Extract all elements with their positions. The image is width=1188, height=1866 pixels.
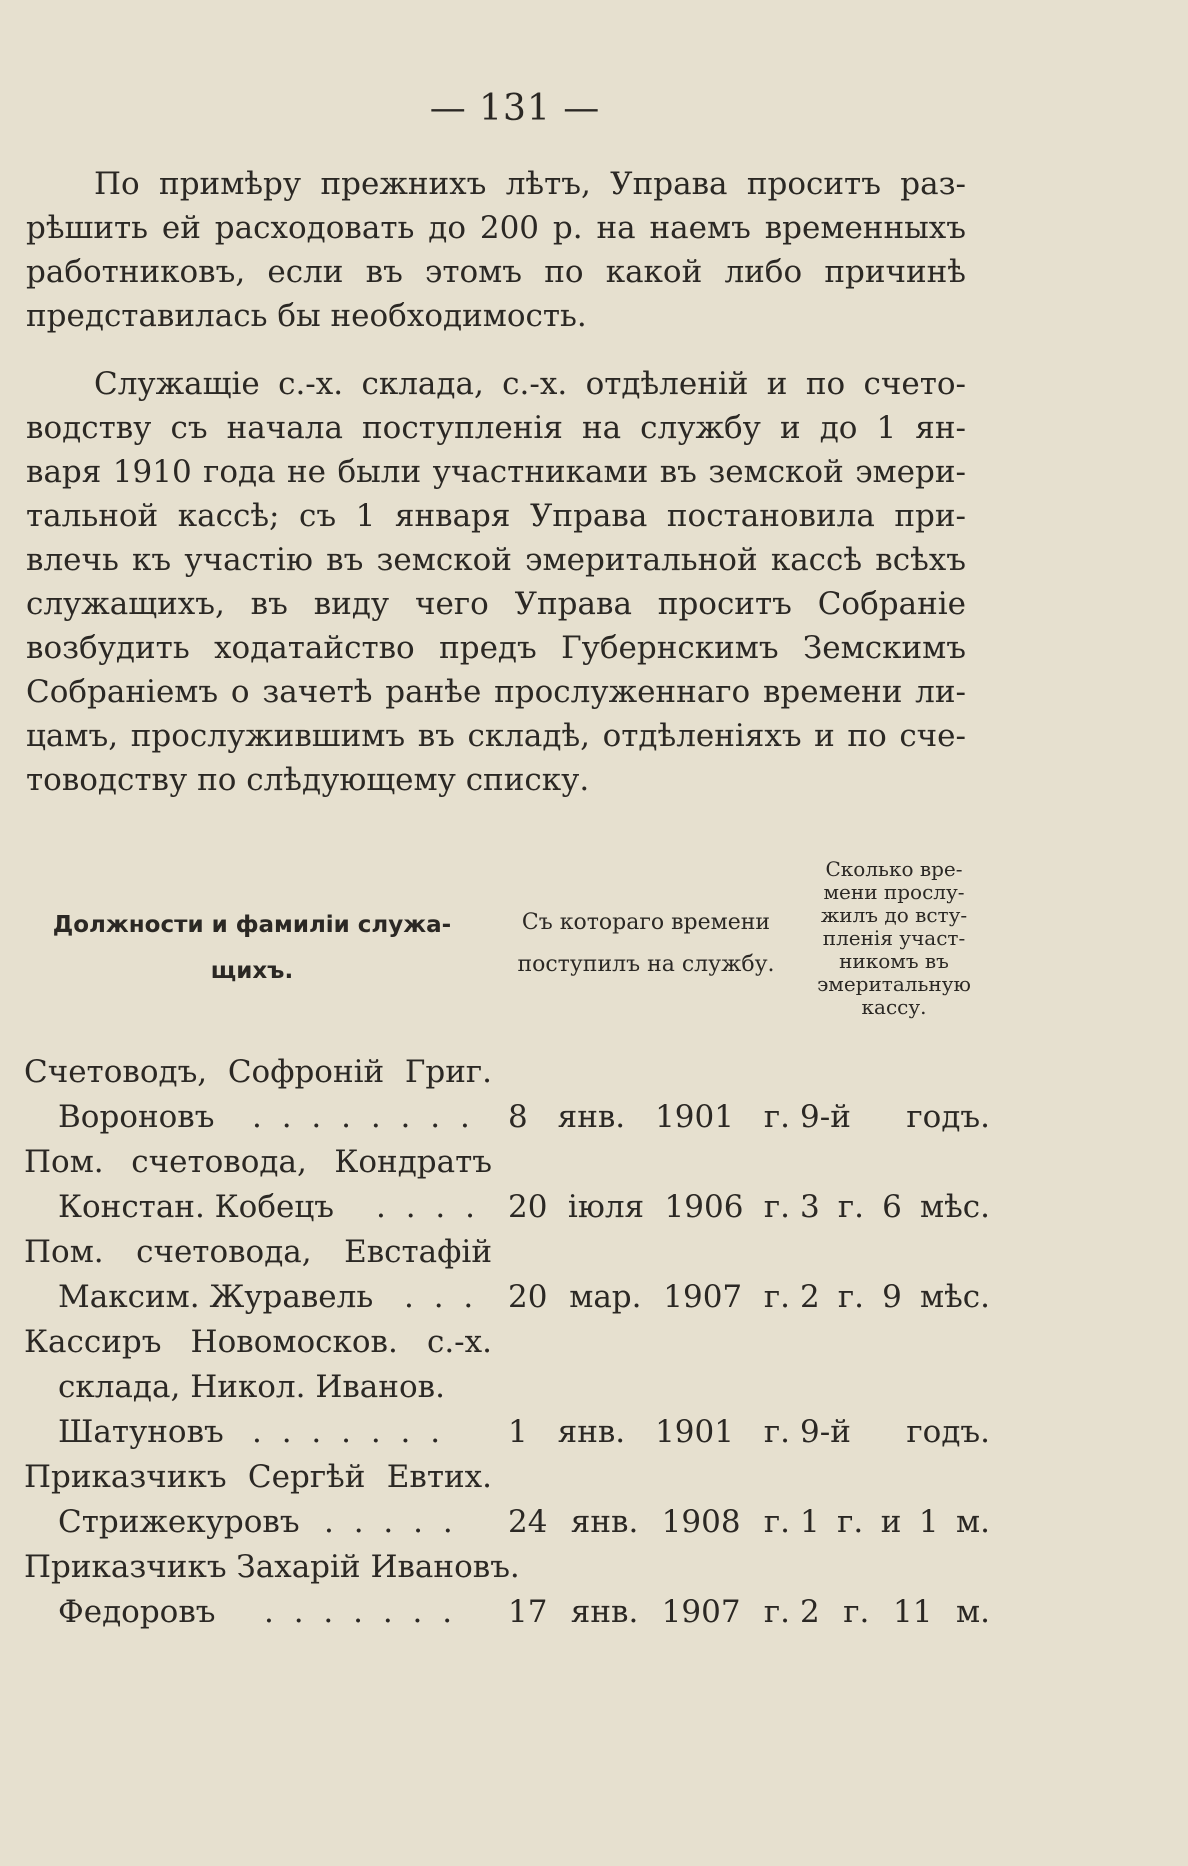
- paragraph-line: Собраніемъ о зачетѣ ранѣе прослуженнаго времени ли-: [26, 674, 966, 710]
- staff-name: Максим. Журавель: [58, 1279, 374, 1315]
- header-served-line: пленія участ-: [822, 926, 966, 950]
- start-date: 1 янв. 1901 г.: [508, 1414, 790, 1450]
- table-row: [24, 1545, 974, 1590]
- paragraph-line: тальной кассѣ; съ 1 января Управа постановила при-: [26, 498, 966, 534]
- paragraph-line: возбудить ходатайство предъ Губернскимъ Земскимъ: [26, 630, 966, 666]
- staff-name: Пом. счетовода, Евстафій: [24, 1234, 492, 1270]
- paragraph-1: [26, 162, 966, 338]
- service-duration: 9-й годъ.: [800, 1414, 990, 1450]
- page-number: — 131 —: [429, 88, 601, 129]
- header-positions-line: Должности и фамиліи служа-: [52, 912, 452, 938]
- table-row: [24, 1320, 974, 1365]
- start-date: 20 мар. 1907 г.: [508, 1279, 790, 1315]
- leader-dots: . . . . . . . .: [252, 1099, 475, 1135]
- start-date: 20 іюля 1906 г.: [508, 1189, 790, 1225]
- header-since: [490, 902, 802, 986]
- service-duration: 1 г. и 1 м.: [800, 1504, 990, 1540]
- table-row: [24, 1185, 990, 1230]
- start-date: 24 янв. 1908 г.: [508, 1504, 790, 1540]
- paragraph-line: Служащіе с.-х. склада, с.-х. отдѣленій и по счето-: [94, 366, 966, 402]
- paragraph-line: рѣшить ей расходовать до 200 р. на наемъ временныхъ: [26, 210, 966, 246]
- staff-name: Счетоводъ, Софроній Григ.: [24, 1054, 492, 1090]
- paragraph-line: водству съ начала поступленія на службу и до 1 ян-: [26, 410, 966, 446]
- service-duration: 9-й годъ.: [800, 1099, 990, 1135]
- start-date: 8 янв. 1901 г.: [508, 1099, 790, 1135]
- leader-dots: . . . . . . .: [264, 1594, 458, 1630]
- staff-name: Стрижекуровъ: [58, 1504, 300, 1540]
- service-duration: 2 г. 9 мѣс.: [800, 1279, 990, 1315]
- header-served-line: мени прослу-: [823, 880, 965, 904]
- staff-name: Приказчикъ Сергѣй Евтих.: [24, 1459, 492, 1495]
- table-row: [24, 1095, 990, 1140]
- header-served-line: Сколько вре-: [825, 857, 963, 881]
- staff-name: Кассиръ Новомосков. с.-х.: [24, 1324, 492, 1360]
- table-header: [22, 858, 972, 1018]
- leader-dots: . . . .: [376, 1189, 480, 1225]
- paragraph-line: работниковъ, если въ этомъ по какой либо причинѣ: [26, 254, 966, 290]
- header-served-line: эмеритальную: [817, 972, 971, 996]
- paragraph-line: представилась бы необходимость.: [26, 298, 587, 334]
- table-row: [24, 1500, 990, 1545]
- staff-name: склада, Никол. Иванов.: [58, 1369, 445, 1405]
- paragraph-line: варя 1910 года не были участниками въ земской эмери-: [26, 454, 966, 490]
- paragraph-line: служащихъ, въ виду чего Управа проситъ Собраніе: [26, 586, 966, 622]
- header-served-line: кассу.: [861, 995, 927, 1019]
- leader-dots: . . .: [404, 1279, 479, 1315]
- header-served-line: никомъ въ: [839, 949, 949, 973]
- staff-name: Шатуновъ: [58, 1414, 224, 1450]
- staff-name: Вороновъ: [58, 1099, 215, 1135]
- paragraph-2: [26, 362, 966, 802]
- table-row: [24, 1455, 974, 1500]
- header-served-line: жилъ до всту-: [820, 903, 968, 927]
- table-row: [24, 1410, 990, 1455]
- header-positions-line: щихъ.: [210, 958, 294, 984]
- paragraph-line: товодству по слѣдующему списку.: [26, 762, 590, 798]
- staff-name: Приказчикъ Захарій Ивановъ.: [24, 1549, 520, 1585]
- service-duration: 2 г. 11 м.: [800, 1594, 990, 1630]
- staff-name: Федоровъ: [58, 1594, 216, 1630]
- table-row: [24, 1275, 990, 1320]
- paragraph-line: влечь къ участію въ земской эмеритальной кассѣ всѣхъ: [26, 542, 966, 578]
- header-since-line: Съ котораго времени: [521, 910, 771, 935]
- leader-dots: . . . . . . .: [252, 1414, 446, 1450]
- staff-name: Пом. счетовода, Кондратъ: [24, 1144, 492, 1180]
- start-date: 17 янв. 1907 г.: [508, 1594, 790, 1630]
- header-since-line: поступилъ на службу.: [517, 952, 775, 977]
- staff-name: Констан. Кобецъ: [58, 1189, 335, 1225]
- header-served: [794, 858, 994, 1019]
- table-row: [24, 1140, 974, 1185]
- table-row: [24, 1365, 974, 1410]
- table-row: [24, 1050, 974, 1095]
- table-row: [24, 1230, 974, 1275]
- service-duration: 3 г. 6 мѣс.: [800, 1189, 990, 1225]
- staff-table: [24, 1050, 990, 1635]
- leader-dots: . . . . .: [324, 1504, 458, 1540]
- header-positions: [22, 902, 482, 994]
- paragraph-line: По примѣру прежнихъ лѣтъ, Управа проситъ раз-: [94, 166, 966, 202]
- table-row: [24, 1590, 990, 1635]
- paragraph-line: цамъ, прослужившимъ въ складѣ, отдѣленіяхъ и по сче-: [26, 718, 966, 754]
